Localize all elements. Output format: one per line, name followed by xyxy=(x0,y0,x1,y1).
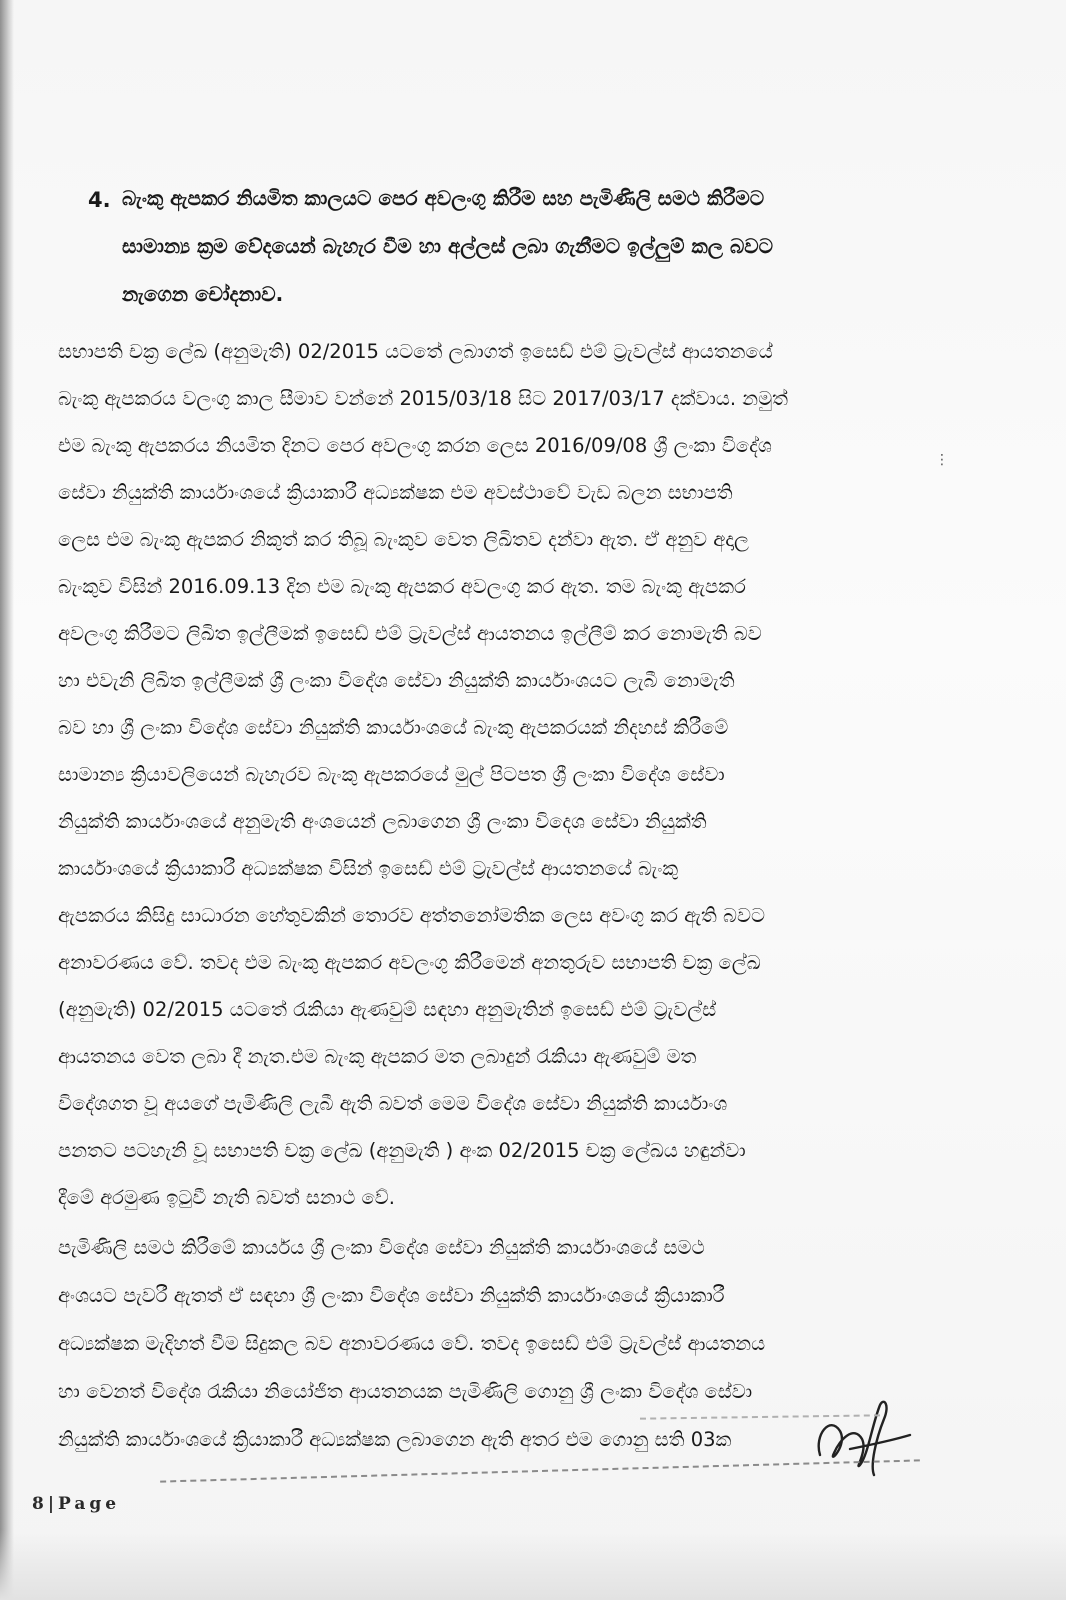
body-line: හා එවැනි ලිඛිත ඉල්ලීමක් ශ්‍රී ලංකා විදේශ සේවා නියුක්ති කාර්යාංශයට ලැබී නොමැති xyxy=(58,669,735,692)
body-line: කාර්යාංශයේ ක්‍රියාකාරී අධ්‍යක්ෂක විසින් ඉසෙඩ් එම් ට්‍රැවල්ස් ආයතනයේ බැංකු xyxy=(58,857,679,880)
body-line: අනාවරණය වේ. තවද එම බැංකු ඇපකර අවලංගු කිරීමෙන් අනතුරුව සභාපති චක්‍ර ලේඛ xyxy=(58,951,761,974)
section-number: 4. xyxy=(88,188,111,212)
body-line: සාමාන්‍ය ක්‍රියාවලියෙන් බැහැරව බැංකු ඇපකරයේ මුල් පිටපත ශ්‍රී ලංකා විදේශ සේවා xyxy=(58,763,725,786)
body-line: ලෙස එම බැංකු ඇපකර නිකුත් කර තිබූ බැංකුව වෙත ලිඛිතව දන්වා ඇත. ඒ අනුව අදාල xyxy=(58,528,749,551)
body-line: පැමිණිලි සමථ කිරීමේ කාර්යය ශ්‍රී ලංකා විදේශ සේවා නියුක්ති කාර්යාංශයේ සමථ xyxy=(58,1236,705,1259)
heading-line: නැගෙන චෝදනාව. xyxy=(122,282,284,306)
heading-line: සාමාන්‍ය ක්‍රම වේදයෙන් බැහැර වීම හා අල්ලස් ලබා ගැනීමට ඉල්ලුම් කල බවට xyxy=(122,234,774,258)
body-line: විදේශගත වූ අයගේ පැමිණිලි ලැබී ඇති බවත් මෙම විදේශ සේවා නියුක්ති කාර්යාංශ xyxy=(58,1092,728,1115)
page-bottom-shadow xyxy=(0,1530,1066,1600)
footer-rule xyxy=(160,1459,920,1482)
page-number: 8|Page xyxy=(32,1494,121,1514)
body-line: (අනුමැති) 02/2015 යටතේ රැකියා ඇණවුම් සඳහා අනුමැතින් ඉසෙඩ් එම් ට්‍රැවල්ස් xyxy=(58,998,717,1021)
body-line: අවලංගු කිරීමට ලිඛිත ඉල්ලීමක් ඉසෙඩ් එම් ට්‍රැවල්ස් ආයතනය ඉල්ලීම් කර නොමැති බව xyxy=(58,622,762,645)
body-line: අංශයට පැවරී ඇතත් ඒ සඳහා ශ්‍රී ලංකා විදේශ සේවා නියුක්ති කාර්යාංශයේ ක්‍රියාකාරී xyxy=(58,1284,725,1307)
body-line: සභාපති චක්‍ර ලේඛ (අනුමැති) 02/2015 යටතේ ලබාගත් ඉසෙඩ් එම් ට්‍රැවල්ස් ආයතනයේ xyxy=(58,340,773,363)
body-line: ආයතනය වෙත ලබා දී නැත.එම බැංකු ඇපකර මත ලබාදුන් රැකියා ඇණවුම් මත xyxy=(58,1045,697,1068)
body-line: බව හා ශ්‍රී ලංකා විදේශ සේවා නියුක්ති කාර්යාංශයේ බැංකු ඇපකරයක් නිදහස් කිරීමේ xyxy=(58,716,729,739)
margin-mark-icon: ⋮ xyxy=(935,452,949,468)
body-line: දීමේ අරමුණ ඉටුවී නැති බවත් සනාථ වේ. xyxy=(58,1186,395,1209)
body-line: ඇපකරය කිසිදු සාධාරන හේතුවකින් තොරව අත්තනෝමතික ලෙස අවංගු කර ඇති බවට xyxy=(58,904,766,927)
body-line: පනතට පටහැනි වූ සභාපති චක්‍ර ලේඛ (අනුමැති ) අංක 02/2015 චක්‍ර ලේඛය හඳුන්වා xyxy=(58,1139,746,1162)
body-line: හා වෙනත් විදේශ රැකියා නියෝජිත ආයතනයක පැමිණිලි ගොනු ශ්‍රී ලංකා විදේශ සේවා xyxy=(58,1380,753,1403)
body-line: නියුක්ති කාර්යාංශයේ අනුමැති අංශයෙන් ලබාගෙන ශ්‍රී ලංකා විදෙශ සේවා නියුක්ති xyxy=(58,810,707,833)
heading-line: බැංකු ඇපකර නියමිත කාලයට පෙර අවලංගු කිරීම සහ පැමිණිලි සමථ කිරීමට xyxy=(122,186,765,210)
page-edge-shadow xyxy=(0,0,14,1600)
body-line: නියුක්ති කාර්යාංශයේ ක්‍රියාකාරී අධ්‍යක්ෂක ලබාගෙන ඇති අතර එම ගොනු සති 03ක xyxy=(58,1428,732,1451)
body-line: බැංකුව විසින් 2016.09.13 දින එම බැංකු ඇපකර අවලංගු කර ඇත. තම බැංකු ඇපකර xyxy=(58,575,746,598)
body-line: බැංකු ඇපකරය වලංගු කාල සීමාව වන්නේ 2015/03/18 සිට 2017/03/17 දක්වාය. නමුත් xyxy=(58,387,788,410)
body-line: අධ්‍යක්ෂක මැදිහත් වීම සිදුකල බව අනාවරණය වේ. තවද ඉසෙඩ් එම් ට්‍රැවල්ස් ආයතනය xyxy=(58,1332,766,1355)
body-line: සේවා නියුක්ති කාර්යාංශයේ ක්‍රියාකාරී අධ්‍යක්ෂක එම අවස්ථාවේ වැඩ බලන සභාපති xyxy=(58,481,733,504)
signature-icon xyxy=(810,1395,920,1485)
body-line: එම බැංකු ඇපකරය නියමිත දිනට පෙර අවලංගු කරන ලෙස 2016/09/08 ශ්‍රී ලංකා විදේශ xyxy=(58,434,772,457)
